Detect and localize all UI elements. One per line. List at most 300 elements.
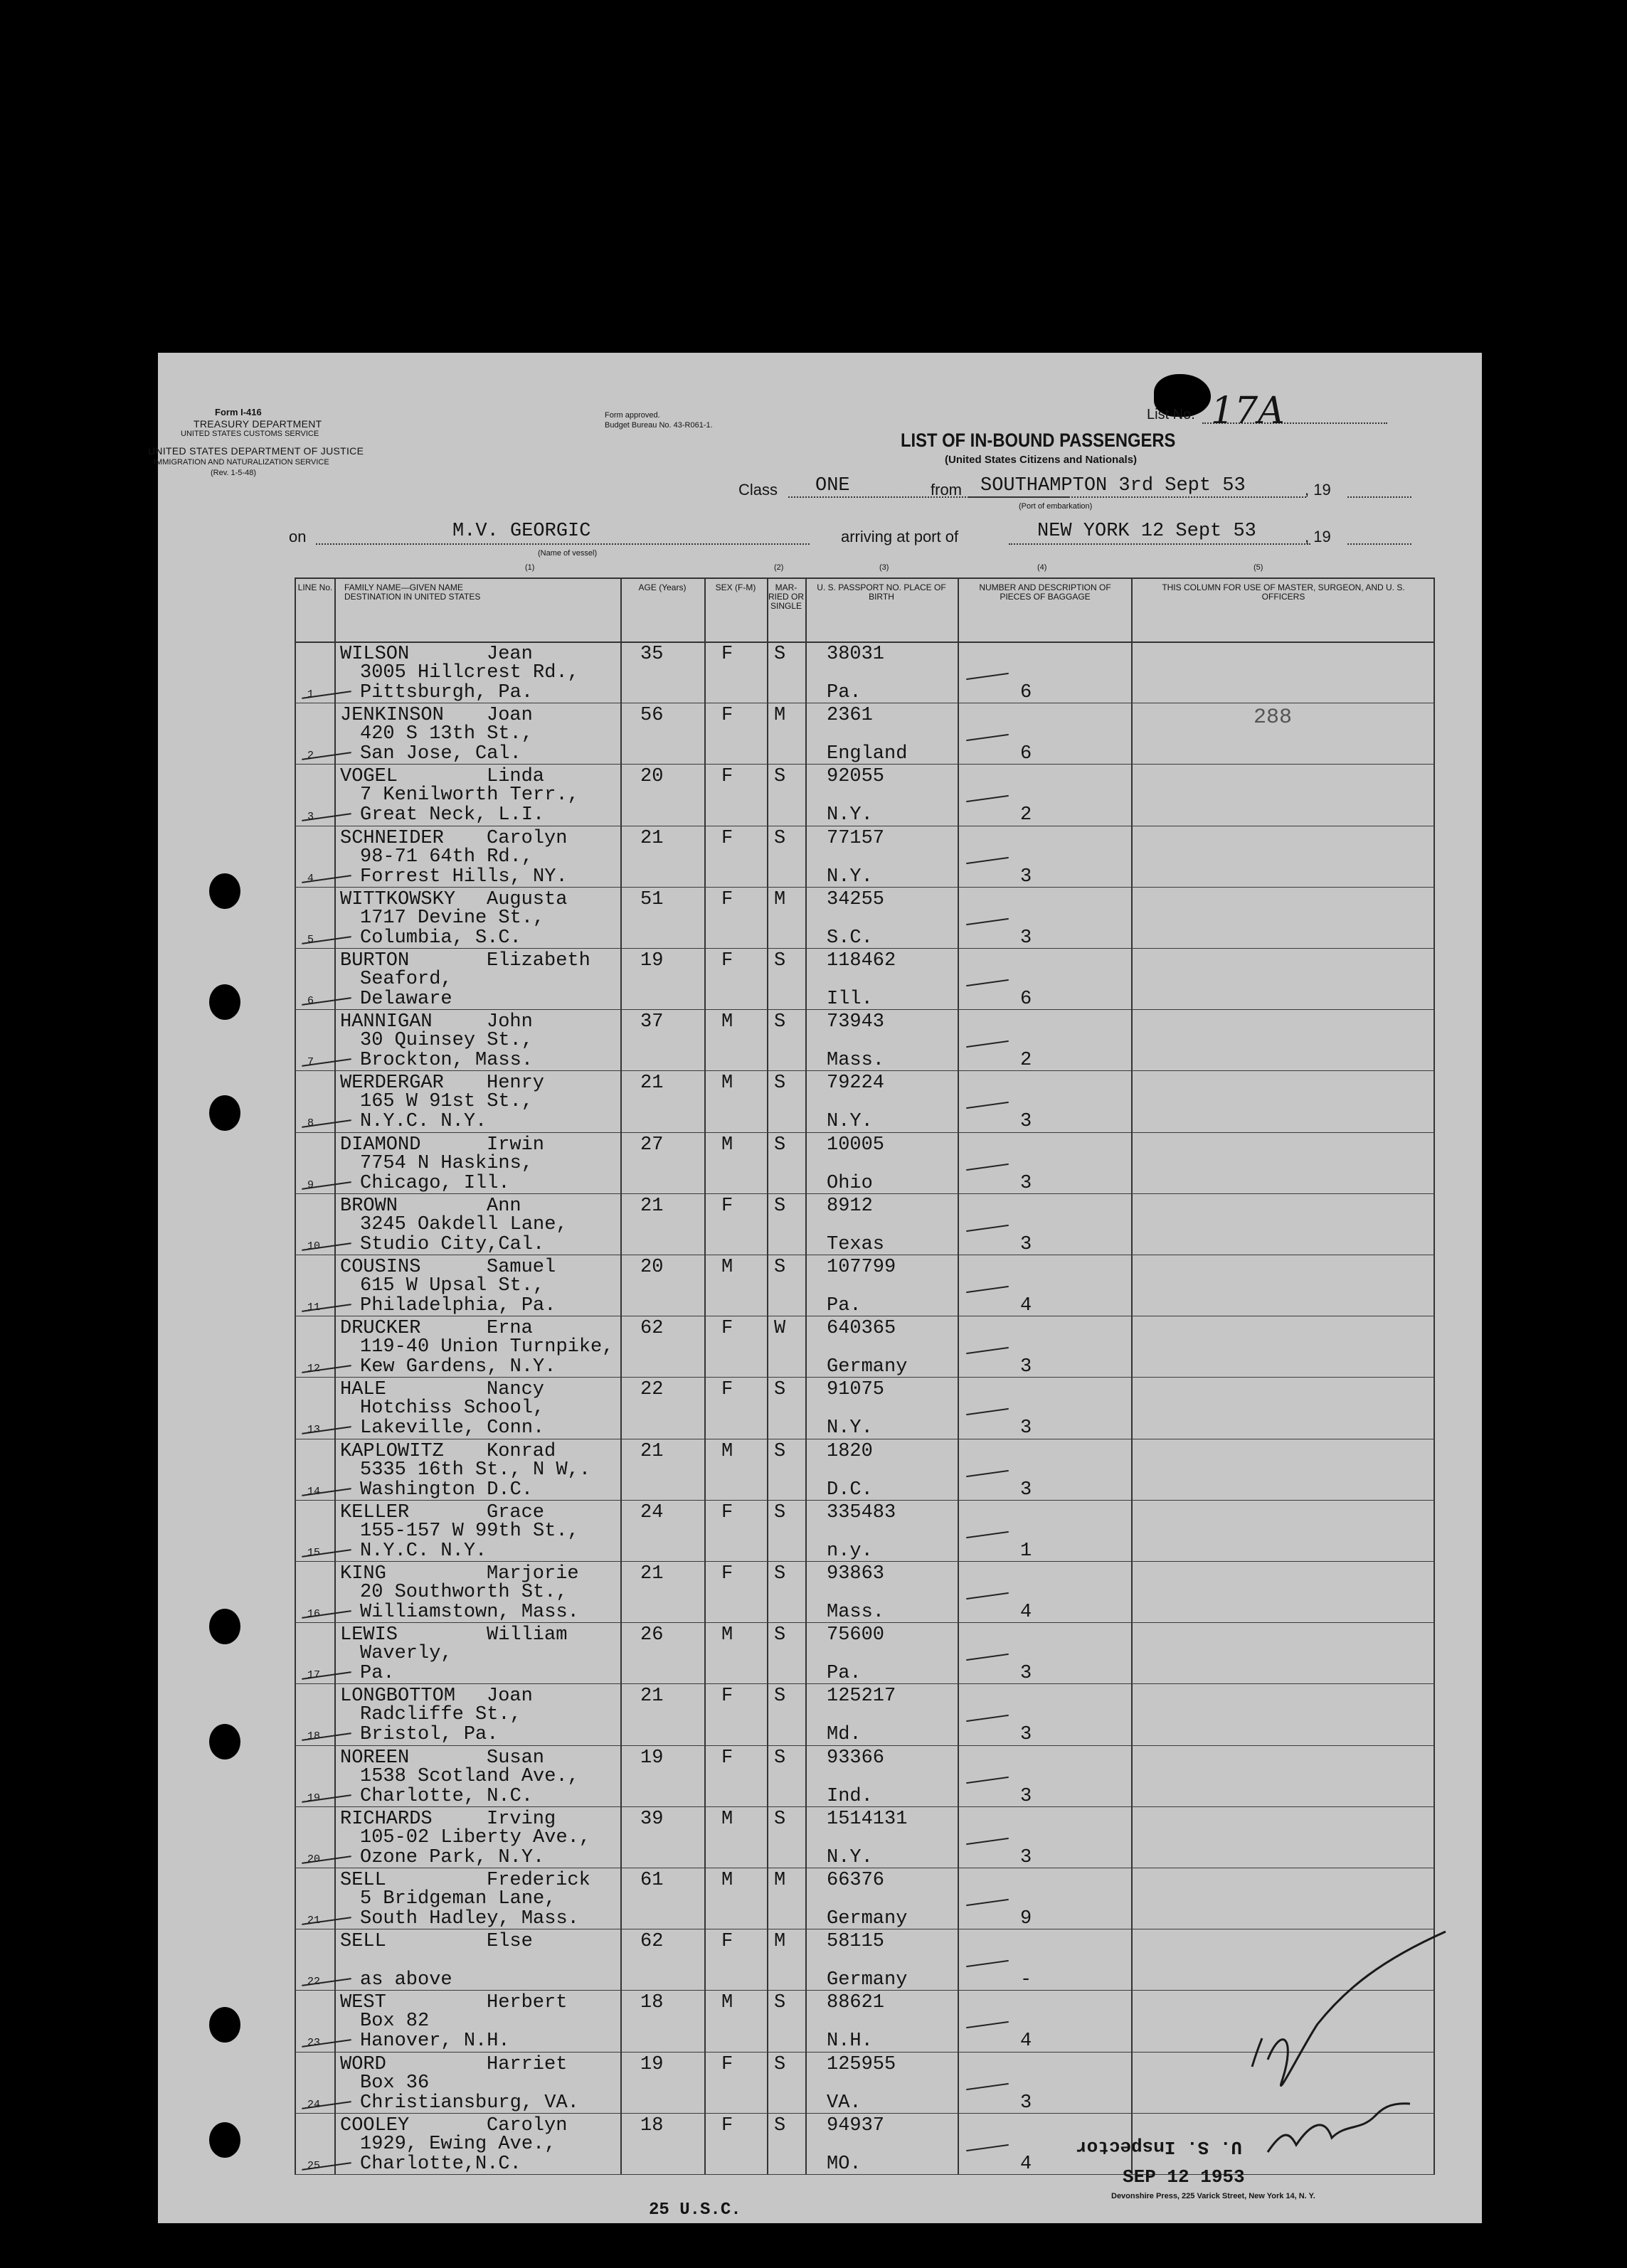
address-line-2: San Jose, Cal.	[360, 743, 521, 765]
passenger-given-name: Harriet	[487, 2053, 568, 2075]
passenger-age: 21	[640, 1563, 664, 1585]
baggage-count: 3	[1020, 1785, 1032, 1807]
passport-number: 1820	[827, 1440, 873, 1462]
address-line-1: 1717 Devine St.,	[360, 907, 545, 929]
address-line-2: Studio City,Cal.	[360, 1233, 545, 1255]
passenger-age: 22	[640, 1379, 664, 1401]
address-line-1: 155-157 W 99th St.,	[360, 1520, 579, 1542]
passport-number: 38031	[827, 644, 885, 665]
baggage-check-mark	[966, 1286, 1009, 1293]
line-number: 7	[307, 1056, 314, 1069]
col-header-officers: THIS COLUMN FOR USE OF MASTER, SURGEON, AND U. S. OFFICERS	[1162, 582, 1405, 602]
baggage-check-mark	[966, 2082, 1009, 2089]
line-number: 18	[307, 1730, 321, 1743]
line-number: 23	[307, 2037, 321, 2050]
baggage-count: 2	[1020, 804, 1032, 826]
passenger-sex: F	[721, 1195, 733, 1217]
col-header-married: MAR-RIED OR SINGLE	[768, 582, 804, 611]
passenger-sex: M	[721, 1440, 733, 1462]
passenger-marital-status: S	[774, 827, 786, 849]
address-line-1: 3245 Oakdell Lane,	[360, 1213, 568, 1235]
passenger-age: 24	[640, 1501, 664, 1523]
customs-service: UNITED STATES CUSTOMS SERVICE	[181, 430, 319, 438]
passenger-family-name: JENKINSON	[340, 705, 444, 727]
baggage-count: 2	[1020, 1050, 1032, 1072]
punch-hole	[209, 1095, 240, 1131]
passenger-sex: F	[721, 1563, 733, 1585]
class-label: Class	[738, 481, 778, 499]
passport-number: 34255	[827, 888, 885, 910]
address-line-1: 98-71 64th Rd.,	[360, 846, 534, 868]
passenger-sex: F	[721, 766, 733, 788]
passenger-given-name: Linda	[487, 766, 545, 788]
baggage-check-mark	[966, 1592, 1009, 1599]
baggage-count: -	[1020, 1969, 1032, 1991]
col-index-3: (3)	[879, 563, 889, 572]
vessel-caption: (Name of vessel)	[538, 549, 598, 558]
place-of-birth: Mass.	[827, 1602, 885, 1623]
place-of-birth: S.C.	[827, 927, 873, 949]
passenger-given-name: Susan	[487, 1747, 545, 1769]
passenger-marital-status: S	[774, 1195, 786, 1217]
line-number: 3	[307, 811, 314, 824]
line-number: 10	[307, 1240, 321, 1252]
place-of-birth: Pa.	[827, 1295, 862, 1316]
baggage-check-mark	[966, 979, 1009, 986]
passenger-family-name: WEST	[340, 1992, 386, 2014]
port-caption: (Port of embarkation)	[1019, 502, 1093, 511]
list-number: 17A	[1211, 390, 1285, 432]
place-of-birth: Md.	[827, 1724, 862, 1746]
passenger-sex: F	[721, 1379, 733, 1401]
address-line-1: Box 82	[360, 2011, 430, 2033]
baggage-count: 4	[1020, 1295, 1032, 1316]
passport-number: 1514131	[827, 1808, 908, 1830]
baggage-check-mark	[966, 1776, 1009, 1783]
passenger-sex: M	[721, 1808, 733, 1830]
passenger-age: 20	[640, 1257, 664, 1278]
baggage-check-mark	[966, 1163, 1009, 1170]
year-suffix-2: , 19	[1305, 528, 1331, 545]
passport-number: 125955	[827, 2053, 896, 2075]
year-line	[1347, 496, 1411, 498]
passport-number: 8912	[827, 1195, 873, 1217]
passenger-family-name: VOGEL	[340, 766, 398, 788]
address-line-2: Pa.	[360, 1663, 395, 1685]
line-number: 20	[307, 1853, 321, 1865]
passport-number: 93366	[827, 1747, 885, 1769]
address-line-1: 615 W Upsal St.,	[360, 1275, 545, 1297]
list-label: List No.	[1147, 407, 1195, 422]
passport-number: 58115	[827, 1931, 885, 1953]
baggage-check-mark	[966, 1899, 1009, 1906]
line-number: 25	[307, 2159, 321, 2172]
passenger-family-name: HALE	[340, 1379, 386, 1401]
baggage-check-mark	[966, 1960, 1009, 1967]
passenger-family-name: WORD	[340, 2053, 386, 2075]
passport-number: 125217	[827, 1686, 896, 1708]
passenger-family-name: SCHNEIDER	[340, 827, 444, 849]
passenger-family-name: BROWN	[340, 1195, 398, 1217]
baggage-count: 3	[1020, 1111, 1032, 1133]
line-number: 4	[307, 872, 314, 885]
passport-number: 73943	[827, 1011, 885, 1033]
baggage-check-mark	[966, 1838, 1009, 1845]
year-line-2	[1347, 543, 1411, 545]
col-index-5: (5)	[1254, 563, 1263, 572]
passenger-sex: F	[721, 1686, 733, 1708]
arriving-value: NEW YORK 12 Sept 53	[1037, 521, 1256, 542]
passenger-marital-status: S	[774, 1440, 786, 1462]
place-of-birth: N.H.	[827, 2030, 873, 2053]
date-stamp: SEP 12 1953	[1123, 2166, 1245, 2188]
line-number: 22	[307, 1976, 321, 1989]
place-of-birth: MO.	[827, 2153, 862, 2175]
address-line-2: Ozone Park, N.Y.	[360, 1846, 545, 1868]
passport-number: 66376	[827, 1870, 885, 1891]
passenger-given-name: Marjorie	[487, 1563, 579, 1585]
passenger-given-name: Irving	[487, 1808, 556, 1830]
passenger-family-name: NOREEN	[340, 1747, 410, 1769]
col-header-baggage: NUMBER AND DESCRIPTION OF PIECES OF BAGGAGE	[979, 582, 1111, 602]
arriving-label: arriving at port of	[841, 528, 959, 545]
passenger-family-name: BURTON	[340, 950, 410, 971]
passenger-marital-status: S	[774, 1747, 786, 1769]
passport-number: 118462	[827, 950, 896, 971]
passenger-given-name: Erna	[487, 1318, 533, 1340]
line-number: 17	[307, 1669, 321, 1682]
baggage-count: 3	[1020, 1846, 1032, 1868]
address-line-1: Hotchiss School,	[360, 1397, 545, 1420]
col-index-4: (4)	[1037, 563, 1047, 572]
baggage-count: 3	[1020, 1233, 1032, 1255]
passenger-given-name: Ann	[487, 1195, 521, 1217]
passenger-age: 27	[640, 1134, 664, 1156]
address-line-1: 5 Bridgeman Lane,	[360, 1888, 556, 1910]
arriving-line	[1009, 543, 1310, 545]
address-line-1: 30 Quinsey St.,	[360, 1030, 534, 1052]
line-number: 11	[307, 1301, 321, 1314]
baggage-count: 3	[1020, 1724, 1032, 1746]
col-header-name: FAMILY NAME—GIVEN NAME DESTINATION IN UNITED STATES	[344, 582, 481, 602]
passenger-age: 26	[640, 1624, 664, 1646]
passenger-sex: F	[721, 705, 733, 727]
form-approved: Form approved.	[605, 411, 660, 420]
address-line-2: Hanover, N.H.	[360, 2030, 510, 2053]
punch-hole	[209, 873, 240, 909]
baggage-count: 6	[1020, 743, 1032, 765]
passenger-sex: M	[721, 1134, 733, 1156]
passenger-family-name: WILSON	[340, 644, 410, 665]
passenger-marital-status: M	[774, 888, 786, 910]
passport-number: 92055	[827, 766, 885, 788]
passenger-age: 21	[640, 827, 664, 849]
baggage-count: 1	[1020, 1540, 1032, 1562]
passenger-family-name: HANNIGAN	[340, 1011, 433, 1033]
ins-service: IMMIGRATION AND NATURALIZATION SERVICE	[154, 458, 329, 467]
baggage-count: 6	[1020, 682, 1032, 703]
passenger-marital-status: S	[774, 2114, 786, 2136]
punch-hole	[209, 2007, 240, 2043]
on-label: on	[289, 528, 307, 545]
passenger-marital-status: S	[774, 1501, 786, 1523]
line-number: 16	[307, 1608, 321, 1620]
address-line-1: 420 S 13th St.,	[360, 723, 534, 745]
passenger-age: 35	[640, 644, 664, 665]
passenger-given-name: Elizabeth	[487, 950, 590, 971]
baggage-count: 3	[1020, 1663, 1032, 1685]
baggage-check-mark	[966, 1469, 1009, 1476]
passenger-age: 18	[640, 1992, 664, 2014]
inspector-stamp: U. S. Inspector	[1076, 2136, 1243, 2158]
baggage-count: 3	[1020, 1356, 1032, 1378]
place-of-birth: Texas	[827, 1233, 885, 1255]
address-line-2: Great Neck, L.I.	[360, 804, 545, 826]
passenger-marital-status: S	[774, 1257, 786, 1278]
address-line-1: 1929, Ewing Ave.,	[360, 2133, 556, 2155]
passenger-family-name: COOLEY	[340, 2114, 410, 2136]
passenger-family-name: RICHARDS	[340, 1808, 433, 1830]
passenger-sex: F	[721, 1747, 733, 1769]
passenger-marital-status: S	[774, 1379, 786, 1401]
passenger-sex: F	[721, 950, 733, 971]
from-value: SOUTHAMPTON 3rd Sept 53	[980, 475, 1246, 496]
address-line-1: Box 36	[360, 2072, 430, 2094]
address-line-1: 119-40 Union Turnpike,	[360, 1336, 614, 1358]
passport-number: 335483	[827, 1501, 896, 1523]
address-line-2: Chicago, Ill.	[360, 1172, 510, 1194]
passenger-family-name: SELL	[340, 1870, 386, 1891]
passenger-sex: M	[721, 1624, 733, 1646]
address-line-1: 7754 N Haskins,	[360, 1152, 534, 1174]
passport-number: 75600	[827, 1624, 885, 1646]
passenger-marital-status: M	[774, 1931, 786, 1953]
passenger-family-name: LONGBOTTOM	[340, 1686, 456, 1708]
address-line-1: 7 Kenilworth Terr.,	[360, 784, 579, 806]
passenger-given-name: Samuel	[487, 1257, 556, 1278]
budget-number: Budget Bureau No. 43-R061-1.	[605, 421, 713, 430]
passenger-family-name: WERDERGAR	[340, 1072, 444, 1095]
line-number: 5	[307, 933, 314, 946]
address-line-2: N.Y.C. N.Y.	[360, 1111, 487, 1133]
baggage-count: 3	[1020, 1417, 1032, 1439]
baggage-count: 3	[1020, 1172, 1032, 1194]
baggage-check-mark	[966, 1654, 1009, 1661]
class-value: ONE	[815, 475, 850, 496]
baggage-check-mark	[966, 1408, 1009, 1415]
passenger-given-name: Grace	[487, 1501, 545, 1523]
passport-number: 88621	[827, 1992, 885, 2014]
place-of-birth: Mass.	[827, 1050, 885, 1072]
passport-number: 93863	[827, 1563, 885, 1585]
baggage-count: 6	[1020, 989, 1032, 1010]
address-line-2: Christiansburg, VA.	[360, 2092, 579, 2114]
baggage-check-mark	[966, 2021, 1009, 2028]
passenger-age: 62	[640, 1931, 664, 1953]
line-number: 12	[307, 1363, 321, 1375]
passenger-sex: M	[721, 1870, 733, 1891]
passenger-sex: M	[721, 1992, 733, 2014]
place-of-birth: N.Y.	[827, 1846, 873, 1868]
baggage-check-mark	[966, 856, 1009, 863]
baggage-check-mark	[966, 1102, 1009, 1109]
passenger-given-name: Nancy	[487, 1379, 545, 1401]
passenger-age: 56	[640, 705, 664, 727]
year-suffix: , 19	[1305, 481, 1331, 499]
col-header-age: AGE (Years)	[638, 582, 687, 592]
passenger-family-name: LEWIS	[340, 1624, 398, 1646]
address-line-1: Radcliffe St.,	[360, 1704, 521, 1726]
address-line-2: Lakeville, Conn.	[360, 1417, 545, 1439]
passport-number: 91075	[827, 1379, 885, 1401]
baggage-count: 4	[1020, 2030, 1032, 2053]
address-line-2: Pittsburgh, Pa.	[360, 682, 534, 703]
address-line-2: Delaware	[360, 989, 452, 1010]
baggage-check-mark	[966, 1531, 1009, 1538]
line-number: 14	[307, 1485, 321, 1498]
place-of-birth: Germany	[827, 1969, 908, 1991]
passenger-given-name: Frederick	[487, 1870, 590, 1891]
passenger-given-name: Konrad	[487, 1440, 556, 1462]
address-line-2: Kew Gardens, N.Y.	[360, 1356, 556, 1378]
place-of-birth: Pa.	[827, 1663, 862, 1685]
passenger-age: 21	[640, 1686, 664, 1708]
passenger-marital-status: S	[774, 950, 786, 971]
baggage-count: 3	[1020, 2092, 1032, 2114]
passenger-marital-status: S	[774, 766, 786, 788]
passport-number: 77157	[827, 827, 885, 849]
passenger-given-name: Else	[487, 1931, 533, 1953]
from-label: from	[931, 481, 962, 499]
passenger-sex: M	[721, 1011, 733, 1033]
passport-number: 94937	[827, 2114, 885, 2136]
footer-code: 25 U.S.C.	[649, 2200, 741, 2220]
form-number: Form I-416	[215, 407, 262, 417]
passenger-given-name: Henry	[487, 1072, 545, 1095]
passenger-family-name: KAPLOWITZ	[340, 1440, 444, 1462]
baggage-count: 3	[1020, 927, 1032, 949]
passenger-marital-status: S	[774, 2053, 786, 2075]
passenger-sex: F	[721, 827, 733, 849]
passenger-sex: F	[721, 644, 733, 665]
baggage-check-mark	[966, 673, 1009, 680]
officer-note: 288	[1254, 706, 1293, 730]
place-of-birth: England	[827, 743, 908, 765]
place-of-birth: Germany	[827, 1908, 908, 1929]
address-line-1: Seaford,	[360, 969, 452, 990]
line-number: 2	[307, 750, 314, 762]
address-line-1: 20 Southworth St.,	[360, 1582, 568, 1603]
address-line-1: 5335 16th St., N W,.	[360, 1459, 591, 1481]
passenger-given-name: Joan	[487, 1686, 533, 1708]
address-line-2: Charlotte, N.C.	[360, 1785, 534, 1807]
passenger-given-name: Carolyn	[487, 827, 568, 849]
passenger-marital-status: M	[774, 1870, 786, 1891]
passenger-marital-status: S	[774, 1992, 786, 2014]
passenger-sex: F	[721, 1501, 733, 1523]
line-number: 8	[307, 1117, 314, 1130]
col-header-line: LINE No.	[297, 582, 333, 592]
col-index-1: (1)	[525, 563, 535, 572]
passenger-family-name: DRUCKER	[340, 1318, 421, 1340]
passenger-age: 51	[640, 888, 664, 910]
baggage-check-mark	[966, 1347, 1009, 1354]
passenger-marital-status: S	[774, 1011, 786, 1033]
passenger-age: 61	[640, 1870, 664, 1891]
passenger-marital-status: S	[774, 1808, 786, 1830]
passenger-family-name: COUSINS	[340, 1257, 421, 1278]
place-of-birth: n.y.	[827, 1540, 873, 1562]
passenger-sex: F	[721, 2053, 733, 2075]
address-line-2: Columbia, S.C.	[360, 927, 521, 949]
passenger-age: 21	[640, 1195, 664, 1217]
passenger-age: 19	[640, 950, 664, 971]
vessel-value: M.V. GEORGIC	[452, 521, 591, 542]
passenger-given-name: Herbert	[487, 1992, 568, 2014]
place-of-birth: Ill.	[827, 989, 873, 1010]
passenger-given-name: Irwin	[487, 1134, 545, 1156]
passenger-given-name: John	[487, 1011, 533, 1033]
baggage-count: 4	[1020, 2153, 1032, 2175]
passenger-age: 21	[640, 1440, 664, 1462]
punch-hole	[209, 1609, 240, 1644]
passenger-given-name: Augusta	[487, 888, 568, 910]
address-line-1: 105-02 Liberty Ave.,	[360, 1826, 591, 1848]
passenger-family-name: SELL	[340, 1931, 386, 1953]
address-line-2: Charlotte,N.C.	[360, 2153, 521, 2175]
document-title: LIST OF IN-BOUND PASSENGERS	[901, 430, 1176, 451]
baggage-check-mark	[966, 2144, 1009, 2151]
place-of-birth: VA.	[827, 2092, 862, 2114]
line-number: 9	[307, 1178, 314, 1191]
passenger-given-name: Joan	[487, 705, 533, 727]
address-line-2: Forrest Hills, NY.	[360, 866, 568, 888]
address-line-2: South Hadley, Mass.	[360, 1908, 579, 1929]
place-of-birth: N.Y.	[827, 1111, 873, 1133]
address-line-2: Brockton, Mass.	[360, 1050, 534, 1072]
passenger-marital-status: M	[774, 705, 786, 727]
baggage-check-mark	[966, 1040, 1009, 1048]
place-of-birth: N.Y.	[827, 866, 873, 888]
printer-imprint: Devonshire Press, 225 Varick Street, New York 14, N. Y.	[1111, 2192, 1315, 2200]
from-line	[969, 496, 1306, 498]
passenger-family-name: KELLER	[340, 1501, 410, 1523]
place-of-birth: N.Y.	[827, 804, 873, 826]
manifest-sheet	[148, 353, 1482, 2223]
passenger-marital-status: S	[774, 1686, 786, 1708]
vessel-line	[316, 543, 810, 545]
line-number: 1	[307, 688, 314, 701]
baggage-count: 4	[1020, 1602, 1032, 1623]
passenger-age: 21	[640, 1072, 664, 1095]
passenger-family-name: KING	[340, 1563, 386, 1585]
address-line-2: Washington D.C.	[360, 1479, 534, 1501]
place-of-birth: N.Y.	[827, 1417, 873, 1439]
passenger-marital-status: S	[774, 644, 786, 665]
address-line-2: Williamstown, Mass.	[360, 1602, 579, 1623]
passenger-sex: F	[721, 1318, 733, 1340]
col-header-passport: U. S. PASSPORT NO. PLACE OF BIRTH	[817, 582, 946, 602]
address-line-2: Philadelphia, Pa.	[360, 1295, 556, 1316]
passenger-given-name: Carolyn	[487, 2114, 568, 2136]
row-divider	[295, 1683, 1435, 1684]
passport-number: 107799	[827, 1257, 896, 1278]
passenger-family-name: WITTKOWSKY	[340, 888, 456, 910]
address-line-1: Waverly,	[360, 1643, 452, 1665]
passenger-marital-status: S	[774, 1624, 786, 1646]
baggage-count: 3	[1020, 866, 1032, 888]
passenger-sex: F	[721, 888, 733, 910]
